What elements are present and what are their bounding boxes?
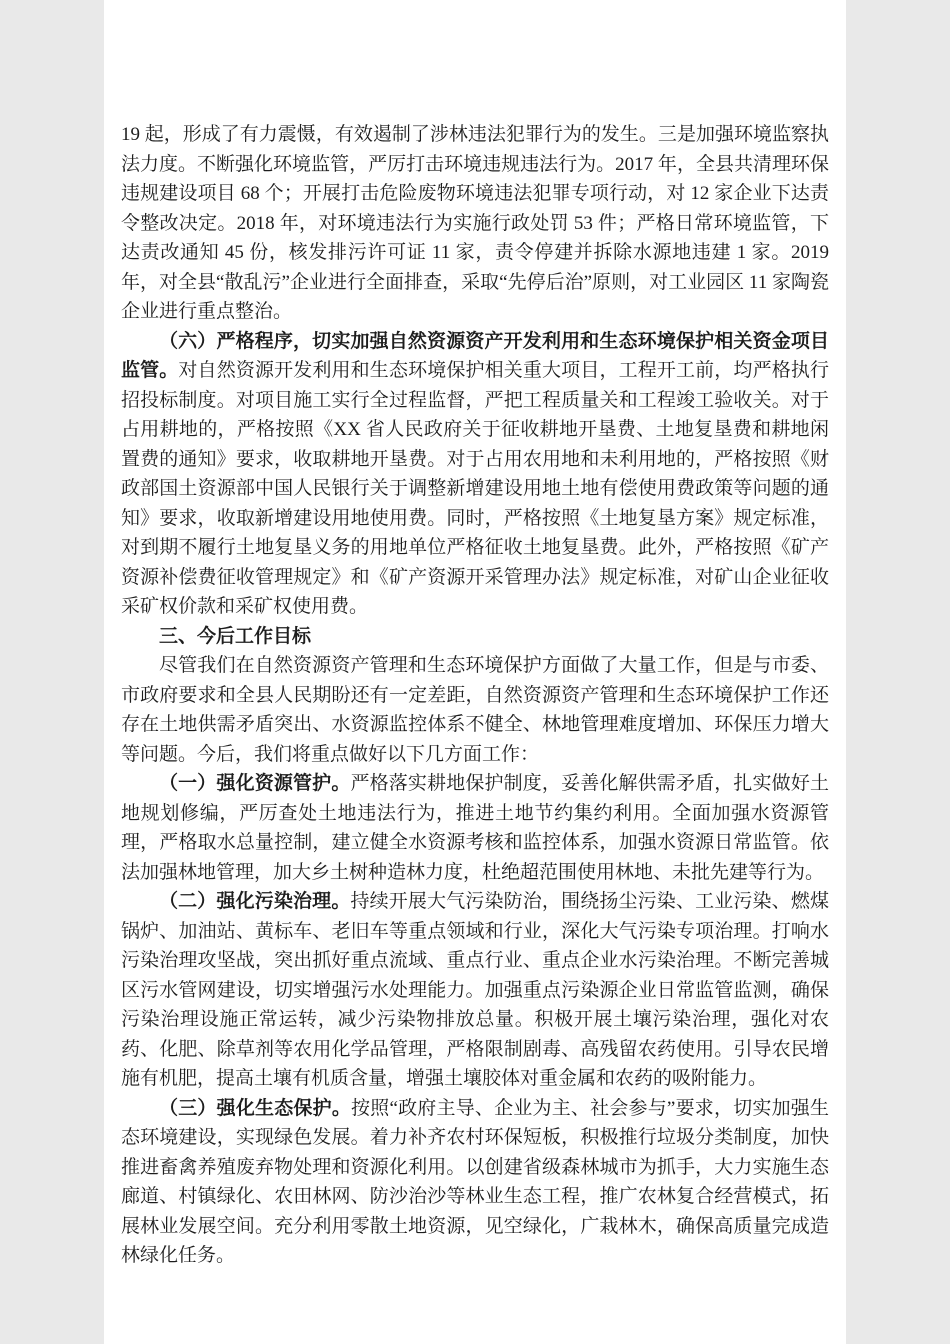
- paragraph: [121, 1094, 829, 1271]
- paragraph-text: 持续开展大气污染防治，围绕扬尘污染、工业污染、燃煤锅炉、加油站、黄标车、老旧车等重点领域和行业，深化大气污染专项治理。打响水污染治理攻坚战，突出抓好重点流域、重点行业、重点企业水污染治理。不断完善城区污水管网建设，切实增强污水处理能力。加强重点污染源企业日常监管监测，确保污染治理设施正常运转，减少污染物排放总量。积极开展土壤污染治理，强化对农药、化肥、除草剂等农用化学品管理，严格限制剧毒、高残留农药使用。引导农民增施有机肥，提高土壤有机质含量，增强土壤胶体对重金属和农药的吸附能力。: [121, 891, 829, 1089]
- paragraph: [121, 120, 829, 327]
- paragraph-text: 严格落实耕地保护制度，妥善化解供需矛盾，扎实做好土地规划修编，严厉查处土地违法行为，推进土地节约集约利用。全面加强水资源管理，严格取水总量控制，建立健全水资源考核和监控体系，加强水资源日常监管。依法加强林地管理，加大乡土树种造林力度，杜绝超范围使用林地、未批先建等行为。: [121, 773, 829, 883]
- paragraph-lead-bold: （六）严格程序，切实加强自然资源资产开发利用和生态环境保护相关资金项目监管。: [121, 330, 829, 381]
- paragraph: [121, 651, 829, 769]
- paragraph-lead-bold: （二）强化污染治理。: [159, 891, 351, 912]
- section-heading: [121, 622, 829, 652]
- paragraph-text: 尽管我们在自然资源资产管理和生态环境保护方面做了大量工作，但是与市委、市政府要求和全县人民期盼还有一定差距，自然资源资产管理和生态环境保护工作还存在土地供需矛盾突出、水资源监控体系不健全、林地管理难度增加、环保压力增大等问题。今后，我们将重点做好以下几方面工作：: [121, 655, 829, 765]
- heading-text-bold: 三、今后工作目标: [159, 625, 312, 647]
- paragraph: [121, 887, 829, 1094]
- paragraph: [121, 769, 829, 887]
- paragraph: [121, 327, 829, 622]
- document-page: [104, 0, 846, 1344]
- paragraph-text: 按照“政府主导、企业为主、社会参与”要求，切实加强生态环境建设，实现绿色发展。着力补齐农村环保短板，积极推行垃圾分类制度，加快推进畜禽养殖废弃物处理和资源化利用。以创建省级森林城市为抓手，大力实施生态廊道、村镇绿化、农田林网、防沙治沙等林业生态工程，推广农林复合经营模式，拓展林业发展空间。充分利用零散土地资源，见空绿化，广栽林木，确保高质量完成造林绿化任务。: [121, 1097, 829, 1266]
- paragraph-text: 19 起，形成了有力震慑，有效遏制了涉林违法犯罪行为的发生。三是加强环境监察执法力度。不断强化环境监管，严厉打击环境违规违法行为。2017 年，全县共清理环保违规建设项目 68 个；开展打击危险废物环境违法犯罪专项行动，对 12 家企业下达责令整改决定。2018 年，对环境违法行为实施行政处罚 53 件；严格日常环境监管，下达责改通知 45 份，核发排污许可证 11 家，责令停建并拆除水源地违建 1 家。2019 年，对全县“散乱污”企业进行全面排查，采取“先停后治”原则，对工业园区 11 家陶瓷企业进行重点整治。: [121, 124, 829, 322]
- paragraph-lead-bold: （三）强化生态保护。: [159, 1097, 352, 1119]
- paragraph-lead-bold: （一）强化资源管护。: [159, 773, 351, 794]
- paragraph-text: 对自然资源开发利用和生态环境保护相关重大项目，工程开工前，均严格执行招投标制度。对项目施工实行全过程监督，严把工程质量关和工程竣工验收关。对于占用耕地的，严格按照《XX 省人民政府关于征收耕地开垦费、土地复垦费和耕地闲置费的通知》要求，收取耕地开垦费。对于占用农用地和未利用地的，严格按照《财政部国土资源部中国人民银行关于调整新增建设用地土地有偿使用费政策等问题的通知》要求，收取新增建设用地使用费。同时，严格按照《土地复垦方案》规定标准，对到期不履行土地复垦义务的用地单位严格征收土地复垦费。此外，严格按照《矿产资源补偿费征收管理规定》和《矿产资源开采管理办法》规定标准，对矿山企业征收采矿权价款和采矿权使用费。: [121, 360, 829, 617]
- document-body: [121, 120, 829, 1271]
